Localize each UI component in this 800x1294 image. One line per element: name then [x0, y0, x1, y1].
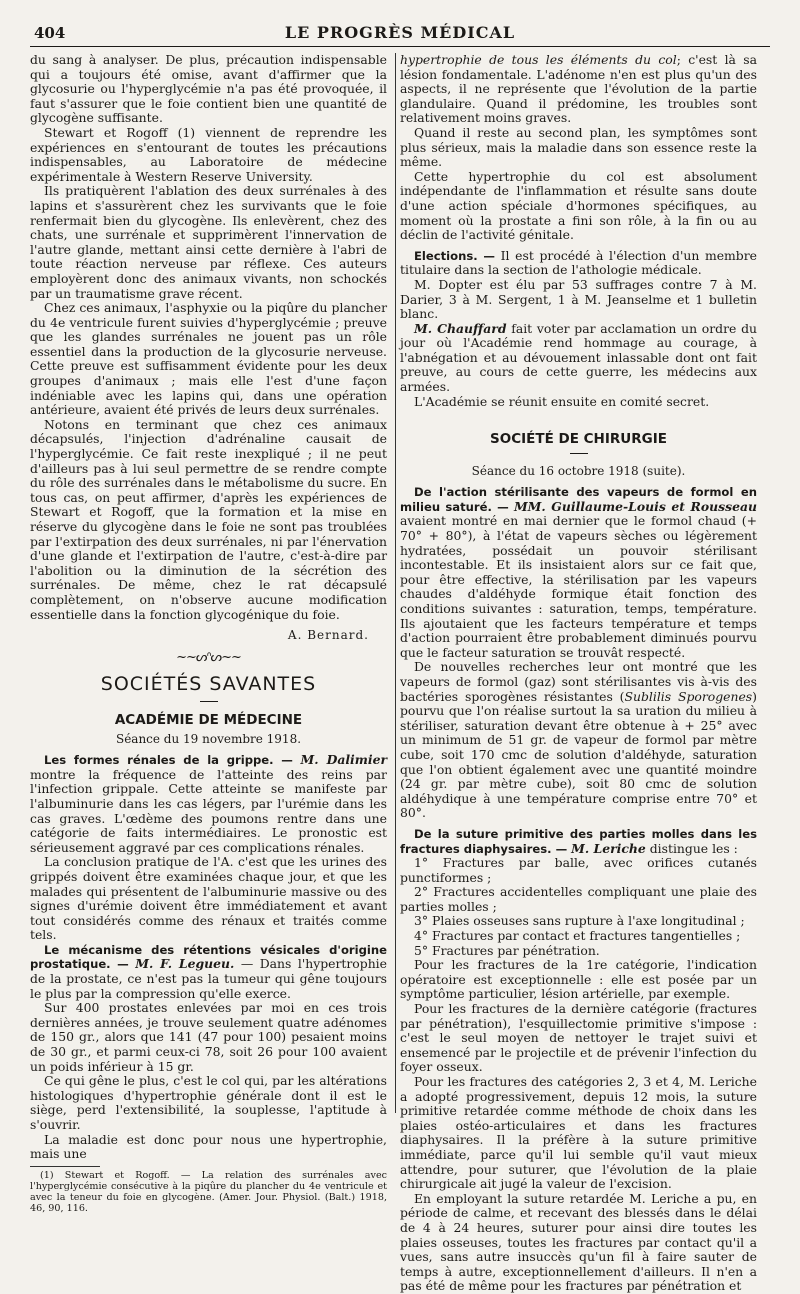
italic-phrase: hypertrophie de tous les éléments du col [400, 52, 677, 67]
session-date: Séance du 16 octobre 1918 (suite). [471, 464, 686, 479]
paragraph [400, 322, 757, 395]
topic-heading: Le mécanisme des rétentions vésicales d'origine prostatique. — [30, 942, 387, 972]
paragraph [400, 827, 757, 856]
paragraph: Pour les fractures de la 1re catégorie, l'indication opératoire est exceptionnelle : elle est posée par un symptôme particulier, lésion artérielle, par exemple. [400, 957, 757, 1002]
title-dash [570, 453, 588, 454]
paragraph: L'Académie se réunit ensuite en comité secret. [414, 393, 710, 409]
paragraph-text: ; c'est là sa lésion fondamentale. L'adénome n'en est plus qu'un des aspects, il ne représente que l'évolution de la partie glandulaire. Quand il prédomine, les troubles sont relativement moins graves. [400, 52, 757, 126]
footnote: (1) Stewart et Rogoff. — La relation des surrénales avec l'hyperglycémie consécutive à la piqûre du plancher du 4e ventricule et avec la teneur du foie en glycogène. (Amer. Jour. Physiol. (Balt.) 1918, 46, 90, 116. [30, 1169, 387, 1214]
society-title: ACADÉMIE DE MÉDECINE [114, 712, 303, 729]
left-column [30, 52, 387, 1214]
list-item: 5° Fractures par pénétration. [414, 942, 600, 958]
two-column-body [30, 52, 770, 1294]
author-name: M. Chauffard [414, 320, 507, 336]
paragraph: Pour les fractures des catégories 2, 3 et 4, M. Leriche a adopté progressivement, depuis 12 mois, la suture primitive retardée comme méthode de choix dans les plaies ostéo-articulaires et dans les fractures diaphysaires. Il la préfère à la suture primitive immédiate, parce qu'il lui semble qu'il vaut mieux attendre, pour suturer, que l'évolution de la plaie chirurgicale ait jugé la valeur de l'excision. [400, 1074, 757, 1192]
list-item: 1° Fractures par balle, avec orifices cutanés punctiformes ; [400, 855, 757, 885]
paragraph: Ce qui gêne le plus, c'est le col qui, par les altérations histologiques d'hypertrophie générale dont il est le siège, perd l'extensibilité, la souplesse, l'aptitude à s'ouvrir. [30, 1073, 387, 1132]
footnote-rule [30, 1166, 100, 1167]
paragraph-text: montre la fréquence de l'atteinte des reins par l'infection grippale. Cette atteinte se manifeste par l'albuminurie dans les cas légers, par l'urémie dans les cas graves. L'œdème des poumons rentre dans une catégorie de faits intermédiaires. Le pronostic est sérieusement aggravé par ces complications rénales. [30, 766, 387, 855]
paragraph-text: De nouvelles recherches leur ont montré que les vapeurs de formol (gaz) sont stérilisantes vis à-vis des bactéries sporogènes résistantes ( [400, 659, 757, 704]
paragraph-text: Il est procédé à l'élection d'un membre titulaire dans la section de l'athologie médicale. [400, 247, 757, 278]
society-title: SOCIÉTÉ DE CHIRURGIE [490, 431, 667, 448]
topic-heading: Elections. — [414, 248, 496, 263]
topic-heading: De la suture primitive des parties molles dans les fractures diaphysaires. — [400, 826, 757, 856]
paragraph [30, 943, 387, 1001]
paragraph [30, 753, 387, 855]
list-item: 3° Plaies osseuses sans rupture à l'axe longitudinal ; [414, 913, 745, 929]
list-item: 2° Fractures accidentelles compliquant une plaie des parties molles ; [400, 884, 757, 914]
ornament-divider: ~~ᔕᐢᔕ~~ [176, 650, 241, 666]
paragraph: La conclusion pratique de l'A. c'est que les urines des grippés doivent être examinées chaque jour, et que les malades qui présentent de l'albuminurie massive ou des signes d'urémie doivent être immédiatement et avant tout considérés comme des rénaux et traités comme tels. [30, 854, 387, 943]
paragraph: Notons en terminant que chez ces animaux décapsulés, l'injection d'adrénaline causait de l'hyperglycémie. Ce fait reste inexpliqué ; il ne peut d'ailleurs pas à lui seul permettre de se rendre compte du rôle des surrénales dans le métabolisme du sucre. En tous cas, on peut affirmer, d'après les expériences de Stewart et Rogoff, que la formation et la mise en réserve du glycogène dans le foie ne sont pas troublées par l'extirpation des deux surrénales, ni par l'énervation d'une glande et l'extirpation de l'autre, c'est-à-dire par l'abolition ou la diminution de la sécrétion des surrénales. De même, chez le rat décapsulé complètement, on n'observe aucune modification essentielle dans la fonction glycogénique du foie. [30, 416, 387, 622]
paragraph [400, 53, 757, 126]
author-name: M. F. Legueu. [135, 956, 235, 972]
paragraph [400, 249, 757, 278]
paragraph [400, 660, 757, 821]
paragraph: Stewart et Rogoff (1) viennent de reprendre les expériences en s'entourant de toutes les précautions indispensables, au Laboratoire de médecine expérimentale à Western Reserve University. [30, 124, 387, 184]
paragraph: En employant la suture retardée M. Leriche a pu, en période de calme, et recevant des blessés dans le délai de 4 à 24 heures, suturer pour ainsi dire toutes les plaies osseuses, toutes les fractures par contact qu'il a vues, sans autre insuccès qu'un fil à faire sauter de temps à autre, exceptionnellement d'ailleurs. Il n'en a pas été de même pour les fractures par pénétration et [400, 1190, 757, 1294]
paragraph: M. Dopter est élu par 53 suffrages contre 7 à M. Darier, 3 à M. Sergent, 1 à M. Jeanselme et 1 bulletin blanc. [400, 276, 757, 322]
paragraph-text: distingue les : [645, 840, 738, 856]
session-date: Séance du 19 novembre 1918. [115, 732, 302, 747]
topic-heading: De l'action stérilisante des vapeurs de formol en milieu saturé. — [400, 485, 757, 514]
italic-phrase: Sublilis Sporogenes [624, 688, 753, 704]
article-signature: A. Bernard. [287, 628, 369, 643]
paragraph: Chez ces animaux, l'asphyxie ou la piqûre du plancher du 4e ventricule furent suivies d'hyperglycémie ; preuve que les glandes surrénales ne jouent pas un rôle essentiel dans la production de la glycosurie nerveuse. Cette preuve est suffisamment évidente pour les deux groupes d'animaux ; mais elle l'est d'une façon indéniable avec les lapins qui, dans une opération antérieure, avaient été privés de leurs deux surrénales. [30, 300, 387, 418]
page-header [30, 20, 770, 47]
paragraph-text: — Dans l'hypertrophie de la prostate, ce n'est pas la tumeur qui gêne toujours le plus par la compression qu'elle exerce. [30, 956, 387, 1001]
title-dash [200, 701, 218, 702]
paragraph: Quand il reste au second plan, les symptômes sont plus sérieux, mais la maladie dans son essence reste la même. [400, 124, 757, 170]
paragraph-text: ) pourvu que l'on réalise surtout la sa uration du milieu à stériliser, saturation devant être obtenue à + 25° avec un minimum de 51 gr. de vapeur de formol par mètre cube, soit 170 cmc de solution d'aldéhyde, saturation que l'on obtient également avec une quantité moindre (24 gr. par mètre cube), soit 80 cmc de solution aldéhydique à une température comprise entre 70° et 80°. [400, 688, 758, 821]
column-divider [395, 53, 396, 1113]
paragraph: Sur 400 prostates enlevées par moi en ces trois dernières années, je trouve seulement quatre adénomes de 150 gr., alors que 141 (47 pour 100) pesaient moins de 30 gr., et parmi ceux-ci 78, soit 26 pour 100 avaient un poids inférieur à 15 gr. [30, 1000, 387, 1074]
author-name: MM. Guillaume-Louis et Rousseau [513, 498, 757, 514]
paragraph [400, 485, 757, 660]
author-name: M. Dalimier [300, 752, 387, 768]
paragraph-text: avaient montré en mai dernier que le formol chaud (+ 70° + 80°), à l'état de vapeurs sèches ou légèrement hydratées, possédait un pouvoir stérilisant incontestable. Et ils insistaient alors sur ce fait que, pour être effective, la stérilisation par les vapeurs chaudes d'aldéhyde formique était fonction des conditions suivantes : saturation, temps, température. Ils ajoutaient que les facteurs température et temps d'action pourraient être probablement diminués pourvu que le facteur saturation se trouvât respecté. [400, 513, 757, 660]
list-item: 4° Fractures par contact et fractures tangentielles ; [414, 928, 741, 944]
paragraph-text: fait voter par acclamation un ordre du jour où l'Académie rend hommage au courage, à l'abnégation et au dévouement inlassable dont ont fait preuve, au cours de cette guerre, les médecins aux armées. [400, 320, 757, 395]
author-name: M. Leriche [571, 840, 646, 856]
page-number: 404 [34, 24, 66, 42]
section-title: SOCIÉTÉS SAVANTES [100, 673, 317, 696]
right-column [400, 52, 758, 1294]
journal-title: LE PROGRÈS MÉDICAL [284, 23, 516, 42]
paragraph: Ils pratiquèrent l'ablation des deux surrénales à des lapins et s'assurèrent chez les survivants que le foie renfermait bien du glycogène. Ils enlevèrent, chez des chats, une surrénale et supprimèrent l'innervation de l'autre glande, mettant ainsi cette dernière à l'abri de toute réaction nerveuse par réflexe. Ces auteurs employèrent donc des animaux vivants, non schockés par un traumatisme grave récent. [30, 183, 387, 301]
paragraph: du sang à analyser. De plus, précaution indispensable qui a toujours été omise, avant d'affirmer que la glycosurie ou l'hyperglycémie n'a pas été provoquée, il faut s'assurer que le foie contient bien une quantité de glycogène suffisante. [30, 52, 387, 126]
paragraph: Pour les fractures de la dernière catégorie (fractures par pénétration), l'esquillectomie primitive s'impose : c'est le seul moyen de nettoyer le trajet suivi et ensemencé par le projectile et de prévenir l'infection du foyer osseux. [400, 1001, 757, 1075]
paragraph: La maladie est donc pour nous une hypertrophie, mais une [30, 1131, 387, 1162]
paragraph: Cette hypertrophie du col est absolument indépendante de l'inflammation et résulte sans doute d'une action spéciale d'hormones spécifiques, au moment où la prostate a fini son rôle, à la fin ou au déclin de l'activité génitale. [400, 168, 757, 243]
topic-heading: Les formes rénales de la grippe. — [44, 753, 293, 768]
